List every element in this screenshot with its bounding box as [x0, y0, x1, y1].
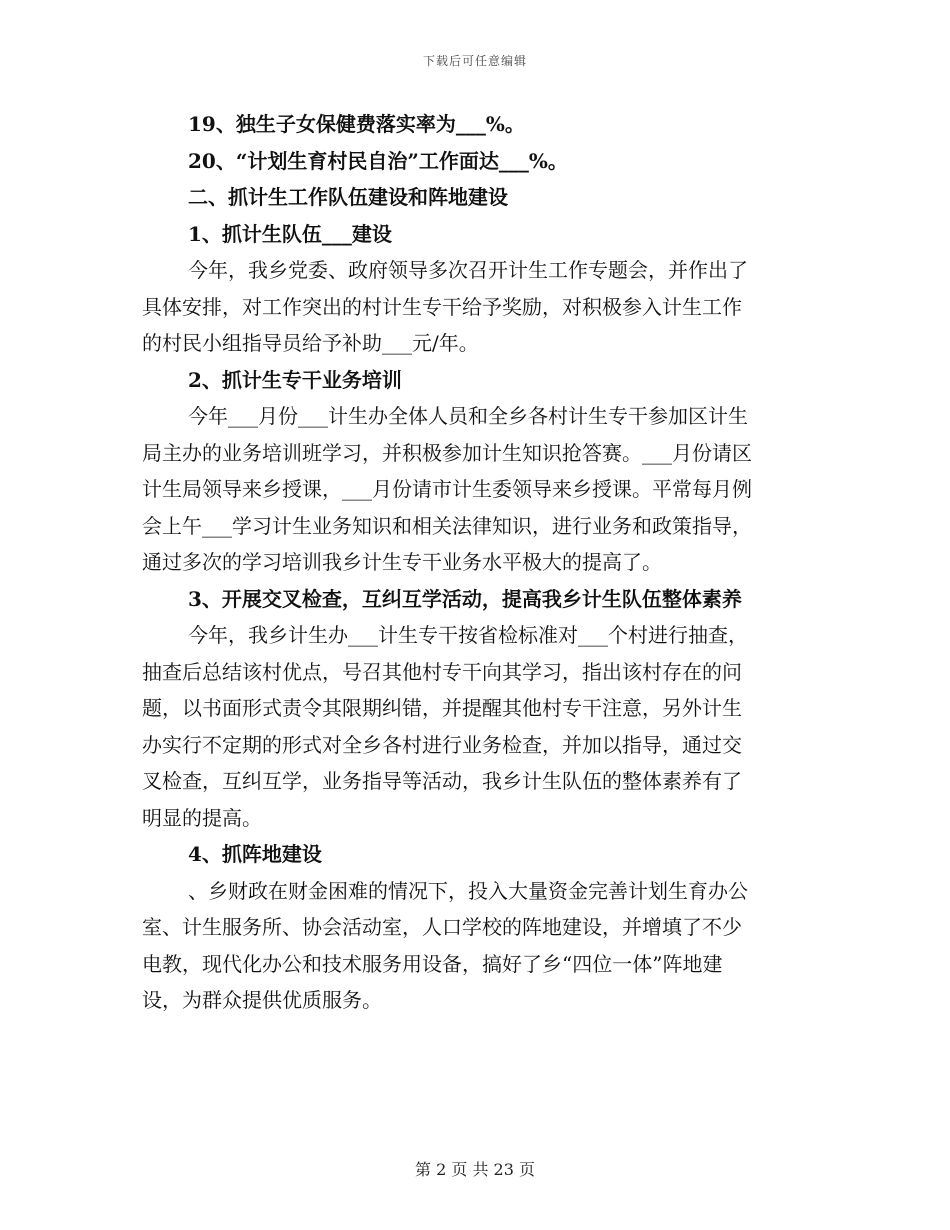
paragraph-line: 抽查后总结该村优点，号召其他村专干向其学习，指出该村存在的问 [142, 659, 742, 684]
section-heading: 19、独生子女保健费落实率为___%。 [188, 112, 525, 136]
page-header-note: 下载后可任意编辑 [422, 54, 527, 68]
document-body [142, 106, 804, 1019]
paragraph-line: 今年___月份___计生办全体人员和全乡各村计生专干参加区计生 [188, 404, 748, 428]
section-heading: 4、抓阵地建设 [188, 842, 322, 866]
paragraph-line: 计生局领导来乡授课，___月份请市计生委领导来乡授课。平常每月例 [142, 477, 752, 501]
paragraph-line: 的村民小组指导员给予补助___元/年。 [142, 331, 479, 355]
page-footer: 第 2 页 共 23 页 [415, 1160, 535, 1179]
paragraph-line: 设，为群众提供优质服务。 [142, 988, 382, 1012]
paragraph-line: 、乡财政在财金困难的情况下，投入大量资金完善计划生育办公 [188, 878, 748, 903]
paragraph-line: 电教，现代化办公和技术服务用设备，搞好了乡“四位一体”阵地建 [142, 951, 723, 976]
section-heading: 20、“计划生育村民自治”工作面达___%。 [188, 148, 568, 173]
paragraph-line: 室、计生服务所、协会活动室，人口学校的阵地建设，并增填了不少 [142, 915, 742, 939]
paragraph-line: 通过多次的学习培训我乡计生专干业务水平极大的提高了。 [142, 550, 662, 574]
section-heading: 3、开展交叉检查，互纠互学活动，提高我乡计生队伍整体素养 [188, 586, 742, 611]
paragraph-line: 今年，我乡党委、政府领导多次召开计生工作专题会，并作出了 [188, 258, 748, 282]
paragraph-line: 今年，我乡计生办___计生专干按省检标准对___个村进行抽查， [188, 623, 748, 647]
paragraph-line: 明显的提高。 [142, 805, 262, 830]
paragraph-line: 会上午___学习计生业务知识和相关法律知识，进行业务和政策指导， [142, 513, 752, 538]
section-heading: 二、抓计生工作队伍建设和阵地建设 [188, 185, 508, 209]
paragraph-line: 局主办的业务培训班学习，并积极参加计生知识抢答赛。___月份请区 [142, 440, 752, 465]
paragraph-line: 办实行不定期的形式对全乡各村进行业务检查，并加以指导，通过交 [142, 732, 742, 757]
paragraph-line: 题，以书面形式责令其限期纠错，并提醒其他村专干注意，另外计生 [142, 696, 742, 720]
paragraph-line: 具体安排，对工作突出的村计生专干给予奖励，对积极参入计生工作 [142, 294, 742, 319]
paragraph-line: 叉检查，互纠互学，业务指导等活动，我乡计生队伍的整体素养有了 [142, 769, 742, 793]
section-heading: 2、抓计生专干业务培训 [188, 367, 402, 392]
section-heading: 1、抓计生队伍___建设 [188, 221, 392, 246]
